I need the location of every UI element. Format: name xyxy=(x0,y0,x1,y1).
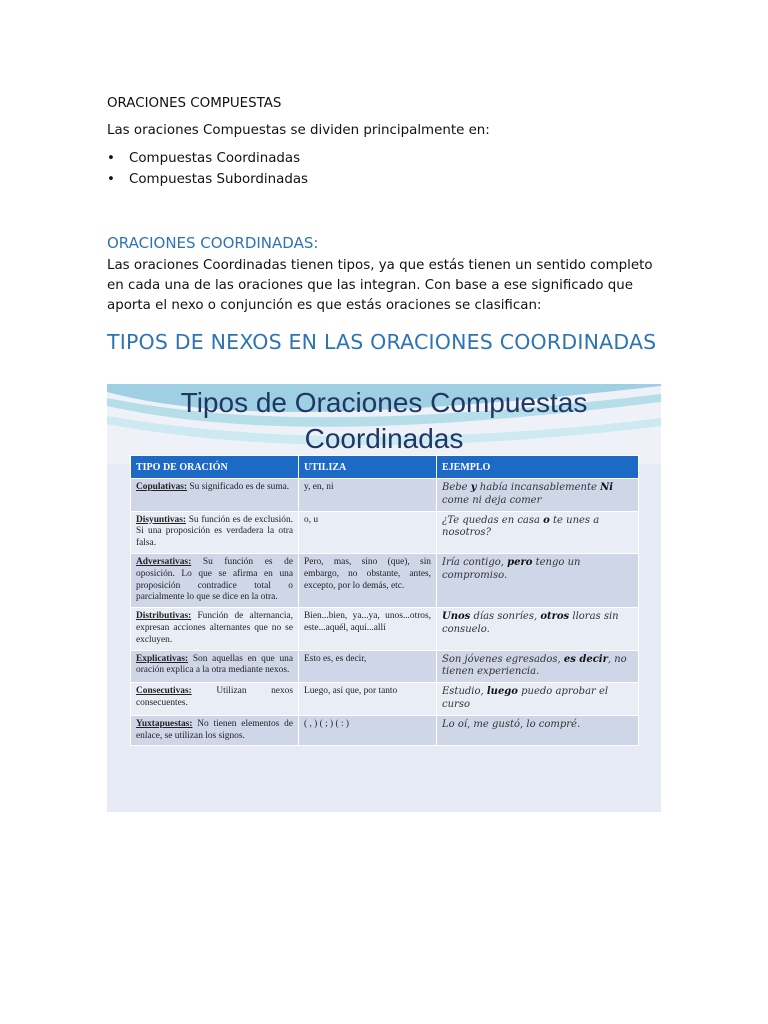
coordinadas-heading: ORACIONES COORDINADAS: xyxy=(107,234,319,252)
cell-tipo xyxy=(131,683,299,716)
cell-ejemplo xyxy=(437,715,639,746)
ejemplo-text: ¿Te quedas en casa xyxy=(442,514,544,526)
ejemplo-text: lloras sin consuelo. xyxy=(442,611,619,635)
table-row xyxy=(131,479,639,512)
ejemplo-text: te unes a nosotros? xyxy=(442,514,600,539)
cell-ejemplo xyxy=(437,553,639,607)
tipo-description: Utilizan nexos consecuentes. xyxy=(136,686,293,708)
list-item: • Compuestas Subordinadas xyxy=(107,169,308,190)
nexos-table xyxy=(130,455,639,746)
tipo-description: Su significado es de suma. xyxy=(187,482,290,492)
tipo-description: Función de alternancia, expresan acciones alternantes que no se excluyen. xyxy=(136,611,293,645)
ejemplo-text: había incansablemente xyxy=(476,482,601,493)
cell-utiliza: y, en, ni xyxy=(299,479,437,512)
table-row xyxy=(131,683,639,716)
ejemplo-nexo: otros xyxy=(540,611,570,623)
ejemplo-text: Iría contigo, xyxy=(442,556,508,568)
tipo-description: Su función es de exclusión. Si una proposición es verdadera la otra falsa. xyxy=(136,514,293,549)
tipo-name: Distributivas: xyxy=(136,611,192,622)
ejemplo-text: días sonríes, xyxy=(470,611,541,623)
cell-utiliza: Esto es, es decir, xyxy=(299,650,437,683)
cell-tipo xyxy=(131,553,299,607)
table-row xyxy=(131,650,639,683)
cell-ejemplo xyxy=(437,511,639,553)
cell-tipo xyxy=(131,511,299,553)
ejemplo-nexo: es decir xyxy=(563,653,608,665)
cell-utiliza: Pero, mas, sino (que), sin embargo, no obstante, antes, excepto, por lo demás, etc. xyxy=(299,553,437,607)
header-ejemplo: EJEMPLO xyxy=(437,456,639,479)
table-row xyxy=(131,553,639,607)
table-row xyxy=(131,715,639,746)
table-row xyxy=(131,608,639,650)
cell-utiliza: ( , ) ( ; ) ( : ) xyxy=(299,715,437,746)
tipo-description: Su función es de oposición. Lo que se afirma en una proposición contradice total o parcialmente lo que se dice en la otra. xyxy=(136,556,293,603)
cell-ejemplo xyxy=(437,479,639,512)
table-header-row xyxy=(131,456,639,479)
tipo-description: No tienen elementos de enlace, se utilizan los signos. xyxy=(136,718,293,741)
slide-title-line-2: Coordinadas xyxy=(304,423,464,454)
tipo-description: Son aquellas en que una oración explica a la otra mediante nexos. xyxy=(136,653,293,676)
tipo-name: Adversativas: xyxy=(136,556,192,567)
ejemplo-text: Estudio, xyxy=(442,686,487,698)
cell-tipo xyxy=(131,715,299,746)
ejemplo-text: , no tienen experiencia. xyxy=(442,653,627,678)
document-title: ORACIONES COMPUESTAS xyxy=(107,96,282,111)
nexos-heading: TIPOS DE NEXOS EN LAS ORACIONES COORDINADAS xyxy=(107,330,657,354)
ejemplo-text: come ni deja comer xyxy=(442,494,542,506)
tipo-name: Copulativas: xyxy=(136,482,188,492)
ejemplo-nexo: Ni xyxy=(600,482,614,493)
cell-utiliza: Luego, así que, por tanto xyxy=(299,683,437,716)
types-list xyxy=(107,148,308,190)
ejemplo-text: Lo oí, me gustó, lo compré. xyxy=(442,718,581,730)
ejemplo-nexo: y xyxy=(470,482,477,493)
cell-utiliza: o, u xyxy=(299,511,437,553)
ejemplo-nexo: o xyxy=(543,514,550,526)
ejemplo-text: Bebe xyxy=(442,482,471,493)
ejemplo-nexo: pero xyxy=(507,556,533,568)
table-body xyxy=(131,479,639,746)
cell-utiliza: Bien...bien, ya...ya, unos...otros, este...aquél, aquí...allí xyxy=(299,608,437,650)
tipo-name: Explicativas: xyxy=(136,653,189,664)
ejemplo-nexo: luego xyxy=(486,686,518,698)
header-utiliza: UTILIZA xyxy=(299,456,437,479)
slide-title-line-1: Tipos de Oraciones Compuestas xyxy=(180,387,588,418)
ejemplo-nexo: Unos xyxy=(442,611,471,623)
cell-ejemplo xyxy=(437,683,639,716)
cell-tipo xyxy=(131,650,299,683)
cell-ejemplo xyxy=(437,650,639,683)
coordinadas-table-image xyxy=(107,384,661,812)
cell-tipo xyxy=(131,479,299,512)
intro-paragraph: Las oraciones Compuestas se dividen principalmente en: xyxy=(107,123,490,138)
cell-ejemplo xyxy=(437,608,639,650)
header-tipo: TIPO DE ORACIÓN xyxy=(131,456,299,479)
table-row xyxy=(131,511,639,553)
list-item: • Compuestas Coordinadas xyxy=(107,148,308,169)
ejemplo-text: tengo un compromiso. xyxy=(442,556,581,581)
tipo-name: Disyuntivas: xyxy=(136,514,187,525)
cell-tipo xyxy=(131,608,299,650)
ejemplo-text: Son jóvenes egresados, xyxy=(442,653,564,665)
coordinadas-paragraph: Las oraciones Coordinadas tienen tipos, ya que estás tienen un sentido completo en cada una de las oraciones que las integran. Con base a ese significado que aporta el nexo o conjunción es que estás oraciones se clasifican: xyxy=(107,258,653,313)
tipo-name: Consecutivas: xyxy=(136,686,192,697)
tipo-name: Yuxtapuestas: xyxy=(136,718,193,729)
ejemplo-text: puedo aprobar el curso xyxy=(442,686,609,710)
